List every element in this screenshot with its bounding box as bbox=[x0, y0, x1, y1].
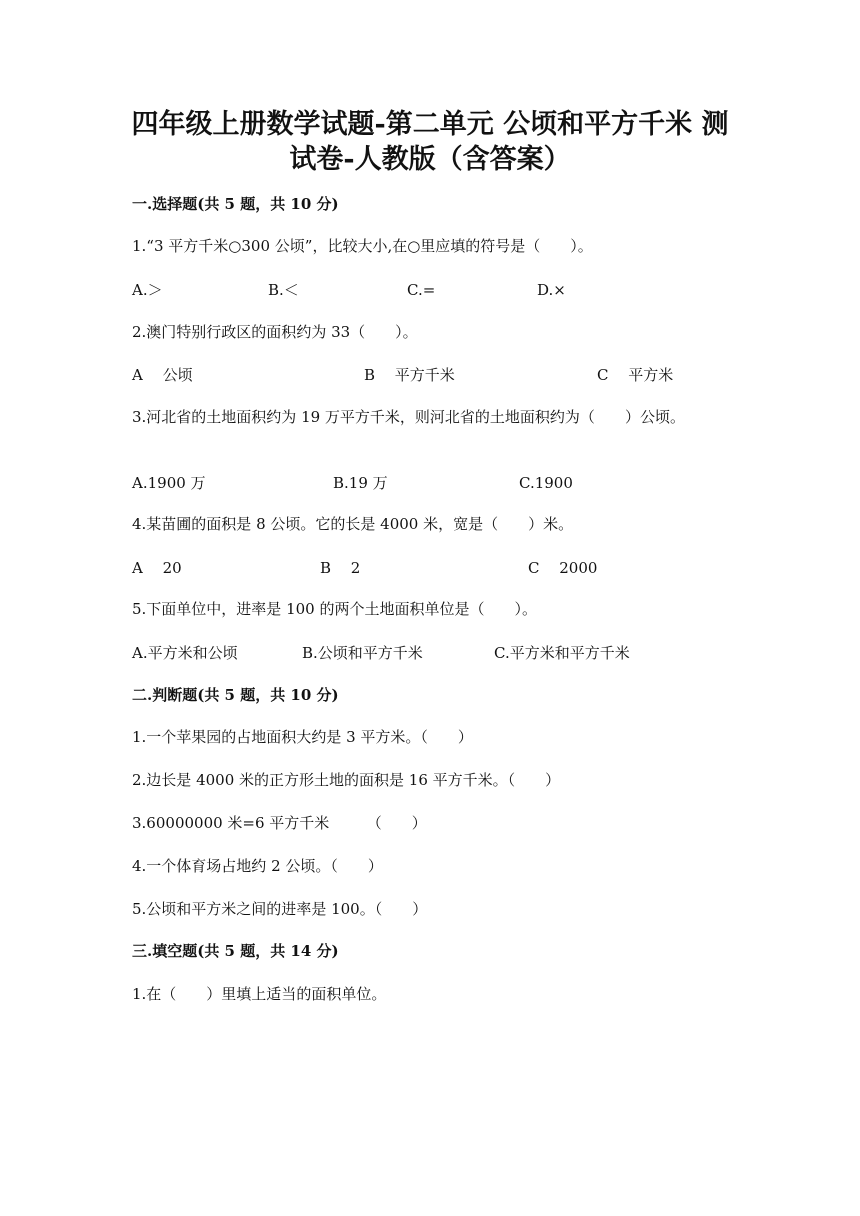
option-choice-4-c: C 2000 bbox=[528, 559, 598, 577]
option-choice-1-d: D.× bbox=[537, 281, 566, 299]
question-choice-5: 5.下面单位中，进率是 100 的两个土地面积单位是（ ）。 bbox=[132, 600, 537, 618]
page-title-line-1: 四年级上册数学试题-第二单元 公顷和平方千米 测 bbox=[131, 109, 729, 140]
section-heading-judgement: 二.判断题(共 5 题，共 10 分) bbox=[132, 686, 339, 704]
section-heading-fill-in: 三.填空题(共 5 题，共 14 分) bbox=[132, 942, 339, 960]
option-choice-5-a: A.平方米和公顷 bbox=[132, 644, 238, 662]
option-choice-5-b: B.公顷和平方千米 bbox=[302, 644, 423, 662]
question-judgement-5: 5.公顷和平方米之间的进率是 100。（ ） bbox=[132, 900, 428, 918]
question-fill-in-1: 1.在（ ）里填上适当的面积单位。 bbox=[132, 985, 387, 1003]
option-choice-2-b: B 平方千米 bbox=[364, 366, 455, 384]
option-choice-3-a: A.1900 万 bbox=[132, 474, 206, 492]
option-choice-3-c: C.1900 bbox=[519, 474, 573, 492]
page-title-line-2: 试卷-人教版（含答案） bbox=[289, 144, 571, 175]
question-choice-4: 4.某苗圃的面积是 8 公顷。它的长是 4000 米，宽是（ ）米。 bbox=[132, 515, 574, 533]
option-choice-3-b: B.19 万 bbox=[333, 474, 388, 492]
question-choice-1: 1.“3 平方千米○300 公顷”，比较大小,在○里应填的符号是（ ）。 bbox=[132, 237, 593, 255]
option-choice-4-a: A 20 bbox=[132, 559, 182, 577]
option-choice-4-b: B 2 bbox=[320, 559, 361, 577]
option-choice-2-a: A 公顷 bbox=[132, 366, 193, 384]
question-choice-2: 2.澳门特别行政区的面积约为 33（ ）。 bbox=[132, 323, 418, 341]
question-choice-3: 3.河北省的土地面积约为 19 万平方千米，则河北省的土地面积约为（ ）公顷。 bbox=[132, 408, 685, 426]
question-judgement-3: 3.60000000 米=6 平方千米 （ ） bbox=[132, 814, 427, 832]
option-choice-1-b: B.＜ bbox=[268, 281, 299, 299]
question-judgement-1: 1.一个苹果园的占地面积大约是 3 平方米。（ ） bbox=[132, 728, 473, 746]
option-choice-2-c: C 平方米 bbox=[597, 366, 674, 384]
question-judgement-4: 4.一个体育场占地约 2 公顷。（ ） bbox=[132, 857, 383, 875]
option-choice-1-c: C.= bbox=[407, 281, 436, 299]
section-heading-choice: 一.选择题(共 5 题，共 10 分) bbox=[132, 195, 339, 213]
option-choice-5-c: C.平方米和平方千米 bbox=[494, 644, 630, 662]
question-judgement-2: 2.边长是 4000 米的正方形土地的面积是 16 平方千米。（ ） bbox=[132, 771, 561, 789]
option-choice-1-a: A.＞ bbox=[132, 281, 163, 299]
